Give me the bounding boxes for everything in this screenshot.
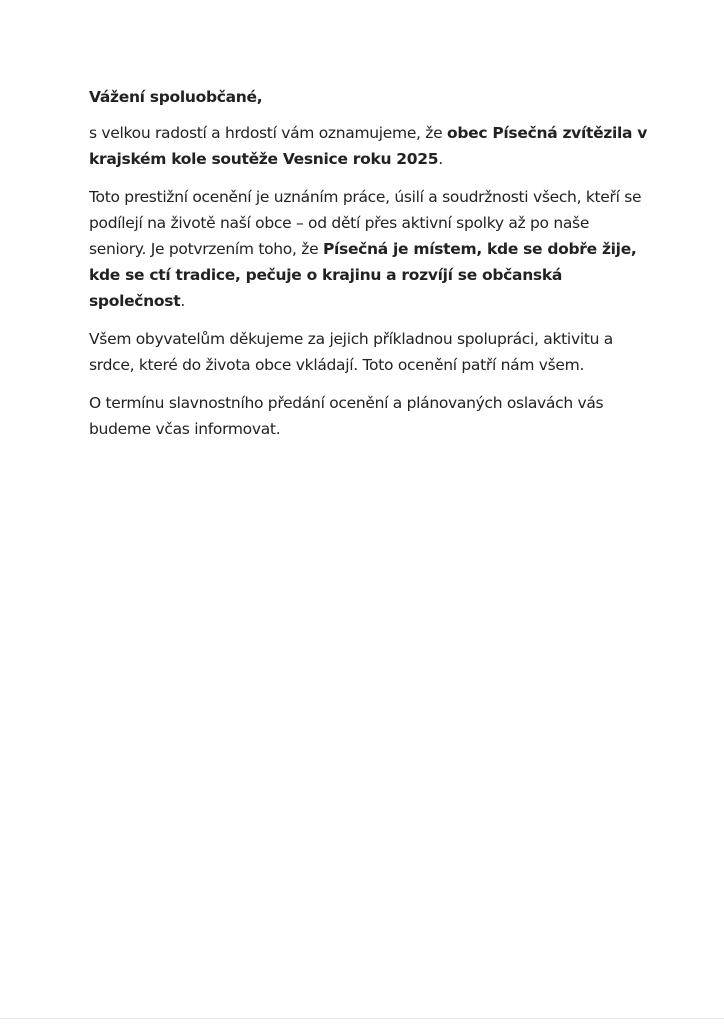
- paragraph-recognition: [89, 184, 649, 314]
- recognition-end: .: [180, 292, 185, 310]
- letter-body: [89, 84, 649, 454]
- announcement-end: .: [438, 150, 443, 168]
- greeting: Vážení spoluobčané,: [89, 88, 263, 106]
- scan-edge-line: [0, 1018, 724, 1019]
- paragraph-announcement: [89, 120, 649, 172]
- announcement-intro: s velkou radostí a hrdostí vám oznamujeme, že: [89, 124, 448, 142]
- announcement-highlight: obec Písečná zvítězila v krajském kole soutěže Vesnice roku 2025: [89, 124, 648, 168]
- paragraph-information: O termínu slavnostního předání ocenění a plánovaných oslavách vás budeme včas informovat.: [89, 394, 604, 438]
- recognition-intro: Toto prestižní ocenění je uznáním práce, úsilí a soudržnosti všech, kteří se podílejí na životě naší obce – od dětí přes aktivní spolky až po naše seniory. Je potvrzením toho, že: [89, 188, 642, 258]
- paragraph-thanks: Všem obyvatelům děkujeme za jejich příkladnou spolupráci, aktivitu a srdce, které do života obce vkládají. Toto ocenění patří nám všem.: [89, 330, 613, 374]
- recognition-highlight: Písečná je místem, kde se dobře žije, kde se ctí tradice, pečuje o krajinu a rozvíjí se občanská společnost: [89, 240, 637, 310]
